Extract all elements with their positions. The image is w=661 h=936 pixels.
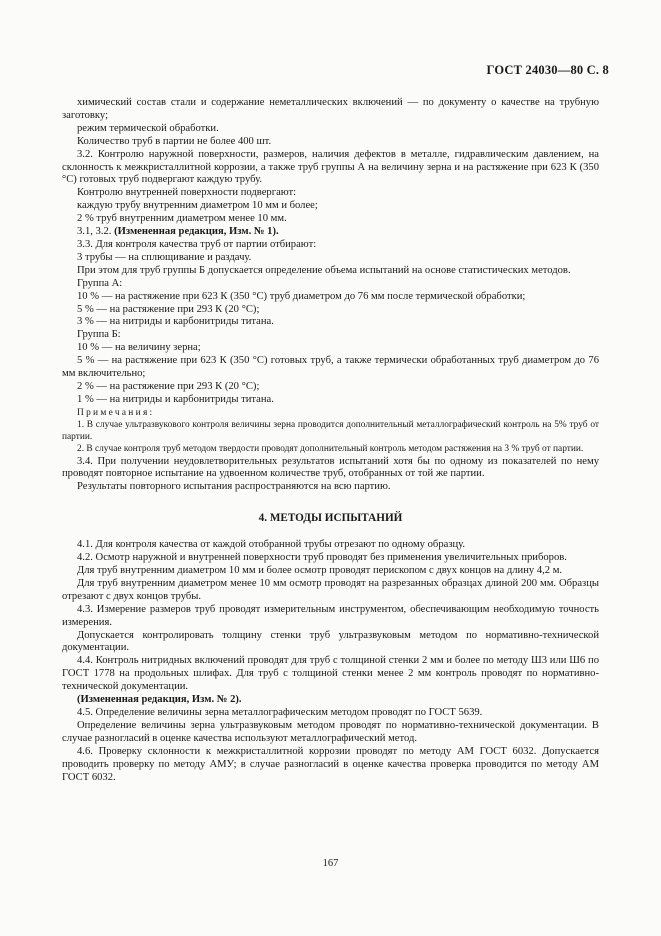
paragraph: 3.4. При получении неудовлетворительных результатов испытаний хотя бы по одному из показателей по нему проводят повторное испытание на удвоенном количестве труб, отобранных от той же партии. [62, 455, 599, 480]
section-title: 4. МЕТОДЫ ИСПЫТАНИЙ [258, 512, 403, 525]
paragraph: 3.3. Для контроля качества труб от партии отбирают: [77, 238, 317, 250]
paragraph: 1 % — на нитриды и карбонитриды титана. [77, 393, 274, 405]
paragraph: 5 % — на растяжение при 623 К (350 °С) готовых труб, а также термически обработанных труб диаметром до 76 мм включительно; [62, 355, 599, 380]
paragraph: 3 трубы — на сплющивание и раздачу. [77, 251, 252, 263]
paragraph: 3.2. Контролю наружной поверхности, размеров, наличия дефектов в металле, гидравлическим давлением, на склонность к межкристаллитной коррозии, а также труб группы А на величину зерна и на растяжение при 623 К (350 °С) готовых труб подвергают каждую трубу. [62, 148, 599, 186]
notes-heading: Примечания: [77, 407, 155, 418]
document-body [62, 97, 599, 784]
paragraph: каждую трубу внутренним диаметром 10 мм и более; [77, 200, 318, 212]
paragraph: Количество труб в партии не более 400 шт. [77, 135, 272, 147]
paragraph: химический состав стали и содержание неметаллических включений — по документу о качестве на трубную заготовку; [62, 97, 599, 121]
page-header: ГОСТ 24030—80 С. 8 [486, 63, 609, 77]
amendment-note: (Измененная редакция, Изм. № 2). [77, 694, 242, 706]
paragraph: 2 % — на растяжение при 293 К (20 °С); [77, 380, 260, 392]
paragraph: Группа А: [77, 277, 123, 289]
paragraph: При этом для труб группы Б допускается определение объема испытаний на основе статистических методов. [77, 264, 571, 276]
paragraph: Для труб внутренним диаметром 10 мм и более осмотр проводят перископом с двух концов на длину 4,2 м. [77, 565, 563, 576]
paragraph: 10 % — на растяжение при 623 К (350 °С) труб диаметром до 76 мм после термической обработки; [77, 290, 526, 302]
paragraph: Определение величины зерна ультразвуковым методом проводят по нормативно-технической документации. В случае разногласий в оценке качества используют металлографический метод. [62, 719, 599, 744]
paragraph: 5 % — на растяжение при 293 К (20 °С); [77, 303, 260, 315]
paragraph: 4.3. Измерение размеров труб проводят измерительным инструментом, обеспечивающим необходимую точность измерения. [62, 603, 599, 628]
paragraph: 2 % труб внутренним диаметром менее 10 мм. [77, 213, 287, 225]
paragraph: Результаты повторного испытания распространяются на всю партию. [77, 481, 391, 493]
note-item: 1. В случае ультразвукового контроля величины зерна проводится дополнительный металлографический контроль на 5% труб от партии. [62, 419, 599, 443]
amendment-line [62, 226, 599, 239]
paragraph: 3 % — на нитриды и карбонитриды титана. [77, 316, 274, 328]
paragraph: 4.1. Для контроля качества от каждой отобранной трубы отрезают по одному образцу. [77, 539, 466, 551]
paragraph: 4.2. Осмотр наружной и внутренней поверхности труб проводят без применения увеличительных приборов. [77, 552, 567, 564]
paragraph: 4.5. Определение величины зерна металлографическим методом проводят по ГОСТ 5639. [77, 706, 483, 718]
page-number: 167 [322, 858, 339, 869]
paragraph: 4.4. Контроль нитридных включений проводят для труб с толщиной стенки 2 мм и более по методу Ш3 или Ш6 по ГОСТ 1778 на продольных шлифах. Для труб с толщиной стенки менее 2 мм контроль проводят по нормативно-технической документации. [62, 655, 599, 693]
note-item: 2. В случае контроля труб методом твердости проводят дополнительный контроль методом растяжения на 3 % труб от партии. [77, 444, 584, 455]
paragraph: Контролю внутренней поверхности подвергают: [77, 187, 297, 199]
paragraph: Допускается контролировать толщину стенки труб ультразвуковым методом по нормативно-технической документации. [62, 629, 599, 654]
paragraph: 10 % — на величину зерна; [77, 342, 201, 354]
paragraph: Группа Б: [77, 329, 121, 341]
paragraph: 4.6. Проверку склонности к межкристаллитной коррозии проводят по методу АМ ГОСТ 6032. Допускается проводить проверку по методу АМУ; в случае разногласий в оценке качества проверка проводится по методу АМ ГОСТ 6032. [62, 745, 599, 783]
amendment-note: (Измененная редакция, Изм. № 1). [114, 226, 279, 238]
paragraph: Для труб внутренним диаметром менее 10 мм осмотр проводят на разрезанных образцах длиной 200 мм. Образцы отрезают с двух концов трубы. [62, 577, 599, 602]
paragraph: режим термической обработки. [77, 122, 219, 134]
amendment-ref: 3.1, 3.2. [77, 226, 115, 238]
